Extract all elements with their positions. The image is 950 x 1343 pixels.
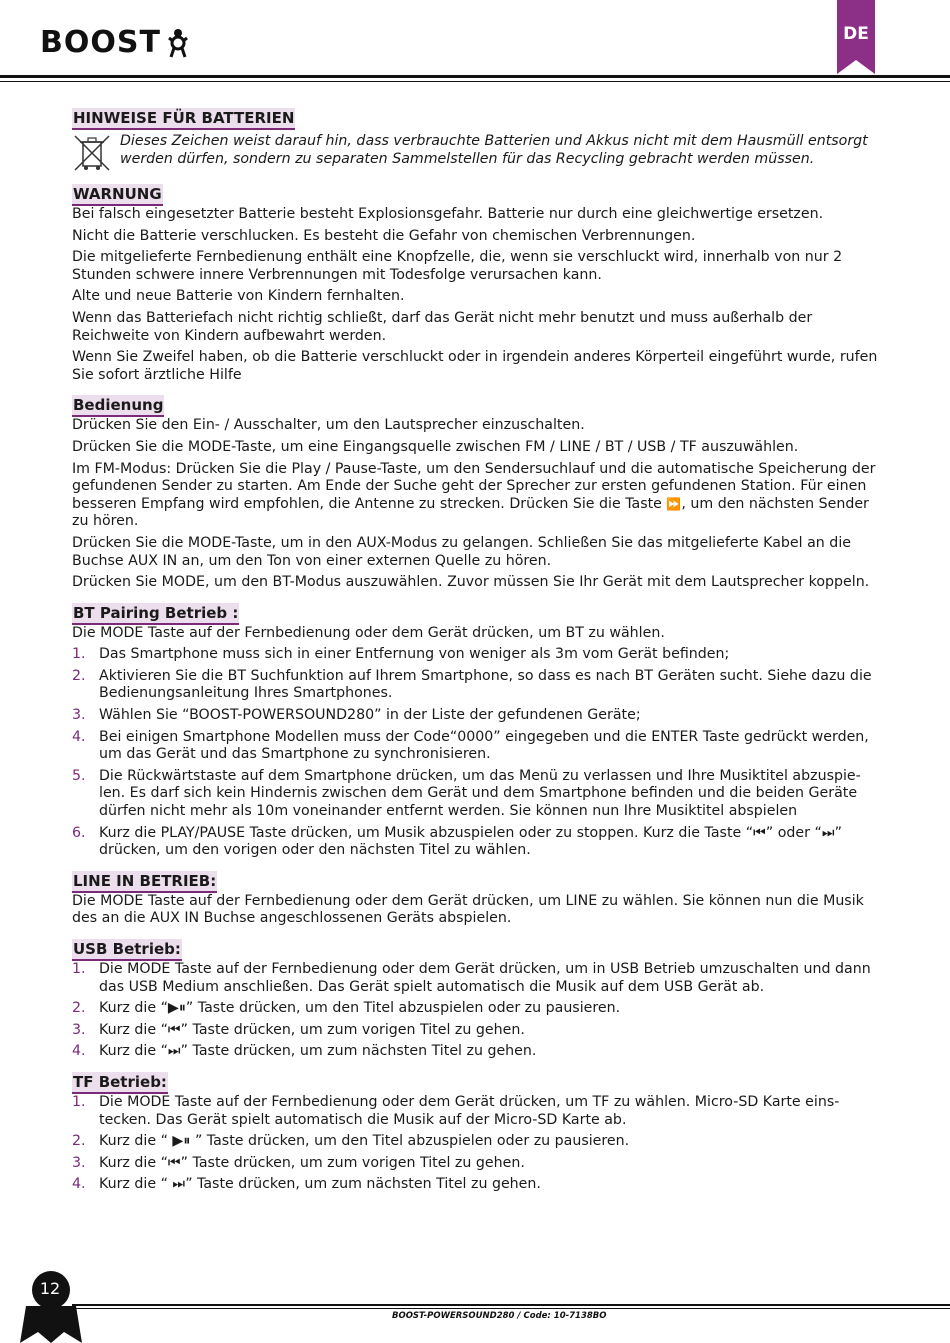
list-item: [72, 646, 884, 664]
operation-paragraph: Drücken Sie die MODE-Taste, um eine Eingangsquelle zwischen FM / LINE / BT / USB / TF auszuwählen.: [72, 438, 799, 455]
line-in-heading: LINE IN BETRIEB:: [72, 871, 217, 893]
list-number: 3.: [72, 1154, 86, 1171]
tf-heading: TF Betrieb:: [72, 1072, 168, 1094]
list-number: 2.: [72, 1133, 86, 1150]
list-item: [72, 1043, 884, 1061]
list-item: [72, 1133, 884, 1151]
list-text: Kurz die “ ⏭” Taste drücken, um zum nächsten Titel zu gehen.: [99, 1176, 541, 1193]
list-number: 1.: [72, 646, 86, 663]
list-text: Wählen Sie “BOOST-POWERSOUND280” in der Liste der gefundenen Geräte;: [99, 707, 641, 724]
list-text: Die Rückwärtstaste auf dem Smartphone drücken, um das Menü zu verlassen und Ihre Musiktitel abzuspie-len. Es darf sich kein Hindernis zwischen dem Gerät und dem Smartphone befinden und die beiden Geräte dürfen nicht mehr als 10m voneinander entfernt werden. Sie können nun Ihre Musiktitel abspielen: [99, 767, 861, 820]
warning-section: [72, 184, 884, 384]
warning-paragraph: Die mitgelieferte Fernbedienung enthält eine Knopfzelle, die, wenn sie verschluckt wird, innerhalb von nur 2 Stunden schwere innere Verbrennungen mit Todesfolge verursachen kann.: [72, 249, 843, 283]
list-item: [72, 961, 884, 996]
operation-paragraph-fm: [72, 461, 884, 531]
warning-heading: WARNUNG: [72, 184, 163, 206]
page-number: 12: [39, 1279, 61, 1298]
mascot-icon: [167, 28, 189, 58]
fast-forward-icon: ⏩: [666, 496, 682, 511]
list-item: [72, 1094, 884, 1129]
list-text: Kurz die “⏮” Taste drücken, um zum vorigen Titel zu gehen.: [99, 1021, 525, 1038]
list-number: 4.: [72, 1176, 86, 1193]
warning-paragraph: Wenn Sie Zweifel haben, ob die Batterie verschluckt oder in irgendein anderes Körperteil eingeführt wurde, rufen Sie sofort ärztliche Hilfe: [72, 349, 878, 383]
footer-product-code: BOOST-POWERSOUND280 / Code: 10-7138BO: [392, 1311, 607, 1321]
list-item: [72, 1176, 884, 1194]
header-divider: [0, 75, 950, 78]
list-text: Kurz die “▶⏸” Taste drücken, um den Titel abzuspielen oder zu pausieren.: [99, 1000, 621, 1017]
list-number: 4.: [72, 1043, 86, 1060]
fm-text-end: , um den nächsten Sender zu hören.: [72, 495, 869, 530]
list-text: Bei einigen Smartphone Modellen muss der Code“0000” eingegeben und die ENTER Taste gedrückt werden, um das Gerät und das Smartphone zu synchronisieren.: [99, 728, 869, 763]
list-text: Das Smartphone muss sich in einer Entfernung von weniger als 3m vom Gerät befinden;: [99, 646, 730, 663]
list-item: [72, 768, 884, 821]
manual-content: [72, 108, 884, 1198]
list-item: [72, 825, 884, 860]
list-number: 5.: [72, 767, 86, 784]
operation-paragraph: Drücken Sie die MODE-Taste, um in den AUX-Modus zu gelangen. Schließen Sie das mitgelieferte Kabel an die Buchse AUX IN an, um den Ton von einer externen Quelle zu hören.: [72, 534, 851, 569]
list-number: 3.: [72, 707, 86, 724]
list-item: [72, 1000, 884, 1018]
header-divider-thin: [0, 81, 950, 82]
brand-logo: [40, 25, 189, 60]
list-item: [72, 707, 884, 725]
footer-divider-thin: [72, 1308, 950, 1309]
bt-intro: Die MODE Taste auf der Fernbedienung oder dem Gerät drücken, um BT zu wählen.: [72, 624, 665, 641]
warning-paragraph: Nicht die Batterie verschlucken. Es besteht die Gefahr von chemischen Verbrennungen.: [72, 227, 696, 244]
list-number: 4.: [72, 728, 86, 745]
bt-section: [72, 603, 884, 860]
footer-divider: [72, 1304, 950, 1306]
line-in-section: [72, 871, 884, 928]
operation-section: [72, 395, 884, 591]
list-text: Kurz die “⏮” Taste drücken, um zum vorigen Titel zu gehen.: [99, 1154, 525, 1171]
list-number: 1.: [72, 961, 86, 977]
battery-notice-body: [72, 133, 884, 173]
tf-section: [72, 1072, 884, 1194]
bt-steps: [72, 646, 884, 860]
operation-heading: Bedienung: [72, 395, 164, 417]
bt-heading: BT Pairing Betrieb :: [72, 603, 239, 625]
list-text: Die MODE Taste auf der Fernbedienung oder dem Gerät drücken, um TF zu wählen. Micro-SD Karte eins-tecken. Das Gerät spielt automatisch die Musik auf der Micro-SD Karte ab.: [99, 1093, 840, 1128]
operation-paragraph: Drücken Sie MODE, um den BT-Modus auszuwählen. Zuvor müssen Sie Ihr Gerät mit dem Lautsprecher koppeln.: [72, 574, 870, 591]
list-text: Die MODE Taste auf der Fernbedienung oder dem Gerät drücken, um in USB Betrieb umzuschalten und dann das USB Medium anschließen. Das Gerät spielt automatisch die Musik auf dem USB Gerät ab.: [99, 961, 871, 995]
list-item: [72, 729, 884, 764]
list-item: [72, 668, 884, 703]
warning-paragraph: Bei falsch eingesetzter Batterie besteht Explosionsgefahr. Batterie nur durch eine gleichwertige ersetzen.: [72, 206, 824, 222]
list-number: 6.: [72, 824, 86, 841]
usb-heading: USB Betrieb:: [72, 939, 182, 961]
list-text: Aktivieren Sie die BT Suchfunktion auf Ihrem Smartphone, so dass es nach BT Geräten sucht. Siehe dazu die Bedienungsanleitung Ihres Smartphones.: [99, 667, 872, 702]
usb-section: [72, 939, 884, 1061]
line-in-paragraph: Die MODE Taste auf der Fernbedienung oder dem Gerät drücken, um LINE zu wählen. Sie können nun die Musik des an die AUX IN Buchse angeschlossenen Geräts abspielen.: [72, 892, 864, 927]
list-text: Kurz die “⏭” Taste drücken, um zum nächsten Titel zu gehen.: [99, 1043, 537, 1060]
list-number: 2.: [72, 667, 86, 684]
battery-notice-text: Dieses Zeichen weist darauf hin, dass verbrauchte Batterien und Akkus nicht mit dem Hausmüll entsorgt werden dürfen, sondern zu separaten Sammelstellen für das Recycling gebracht werden müssen.: [120, 133, 868, 167]
list-text: Kurz die “ ▶⏸ ” Taste drücken, um den Titel abzuspielen oder zu pausieren.: [99, 1133, 630, 1150]
tf-steps: [72, 1094, 884, 1194]
list-item: [72, 1022, 884, 1040]
list-number: 1.: [72, 1093, 86, 1110]
usb-steps: [72, 961, 884, 1061]
brand-wordmark: BOOST: [40, 25, 161, 60]
operation-paragraph: Drücken Sie den Ein- / Ausschalter, um den Lautsprecher einzuschalten.: [72, 417, 585, 434]
list-number: 3.: [72, 1021, 86, 1038]
list-text: Kurz die PLAY/PAUSE Taste drücken, um Musik abzuspielen oder zu stoppen. Kurz die Taste “⏮” oder “⏭” drücken, um den vorigen oder den nächsten Titel zu wählen.: [99, 824, 842, 859]
language-tab-label: DE: [843, 24, 869, 44]
list-number: 2.: [72, 1000, 86, 1017]
battery-notice-heading: HINWEISE FÜR BATTERIEN: [72, 108, 295, 130]
warning-paragraph: Alte und neue Batterie von Kindern fernhalten.: [72, 288, 405, 305]
fm-text-start: Im FM-Modus: Drücken Sie die Play / Pause-Taste, um den Sendersuchlauf und die automatische Speicherung der gefundenen Sender zu starten. Am Ende der Suche geht der Sprecher zur ersten gefundenen Station. Für einen besseren Empfang wird empfohlen, die Antenne zu strecken. Drücken Sie die Taste: [72, 460, 876, 512]
list-item: [72, 1155, 884, 1173]
crossed-out-bin-icon: [72, 133, 112, 173]
warning-paragraph: Wenn das Batteriefach nicht richtig schließt, darf das Gerät nicht mehr benutzt und muss außerhalb der Reichweite von Kindern aufbewahrt werden.: [72, 309, 813, 344]
battery-notice-section: [72, 108, 884, 173]
